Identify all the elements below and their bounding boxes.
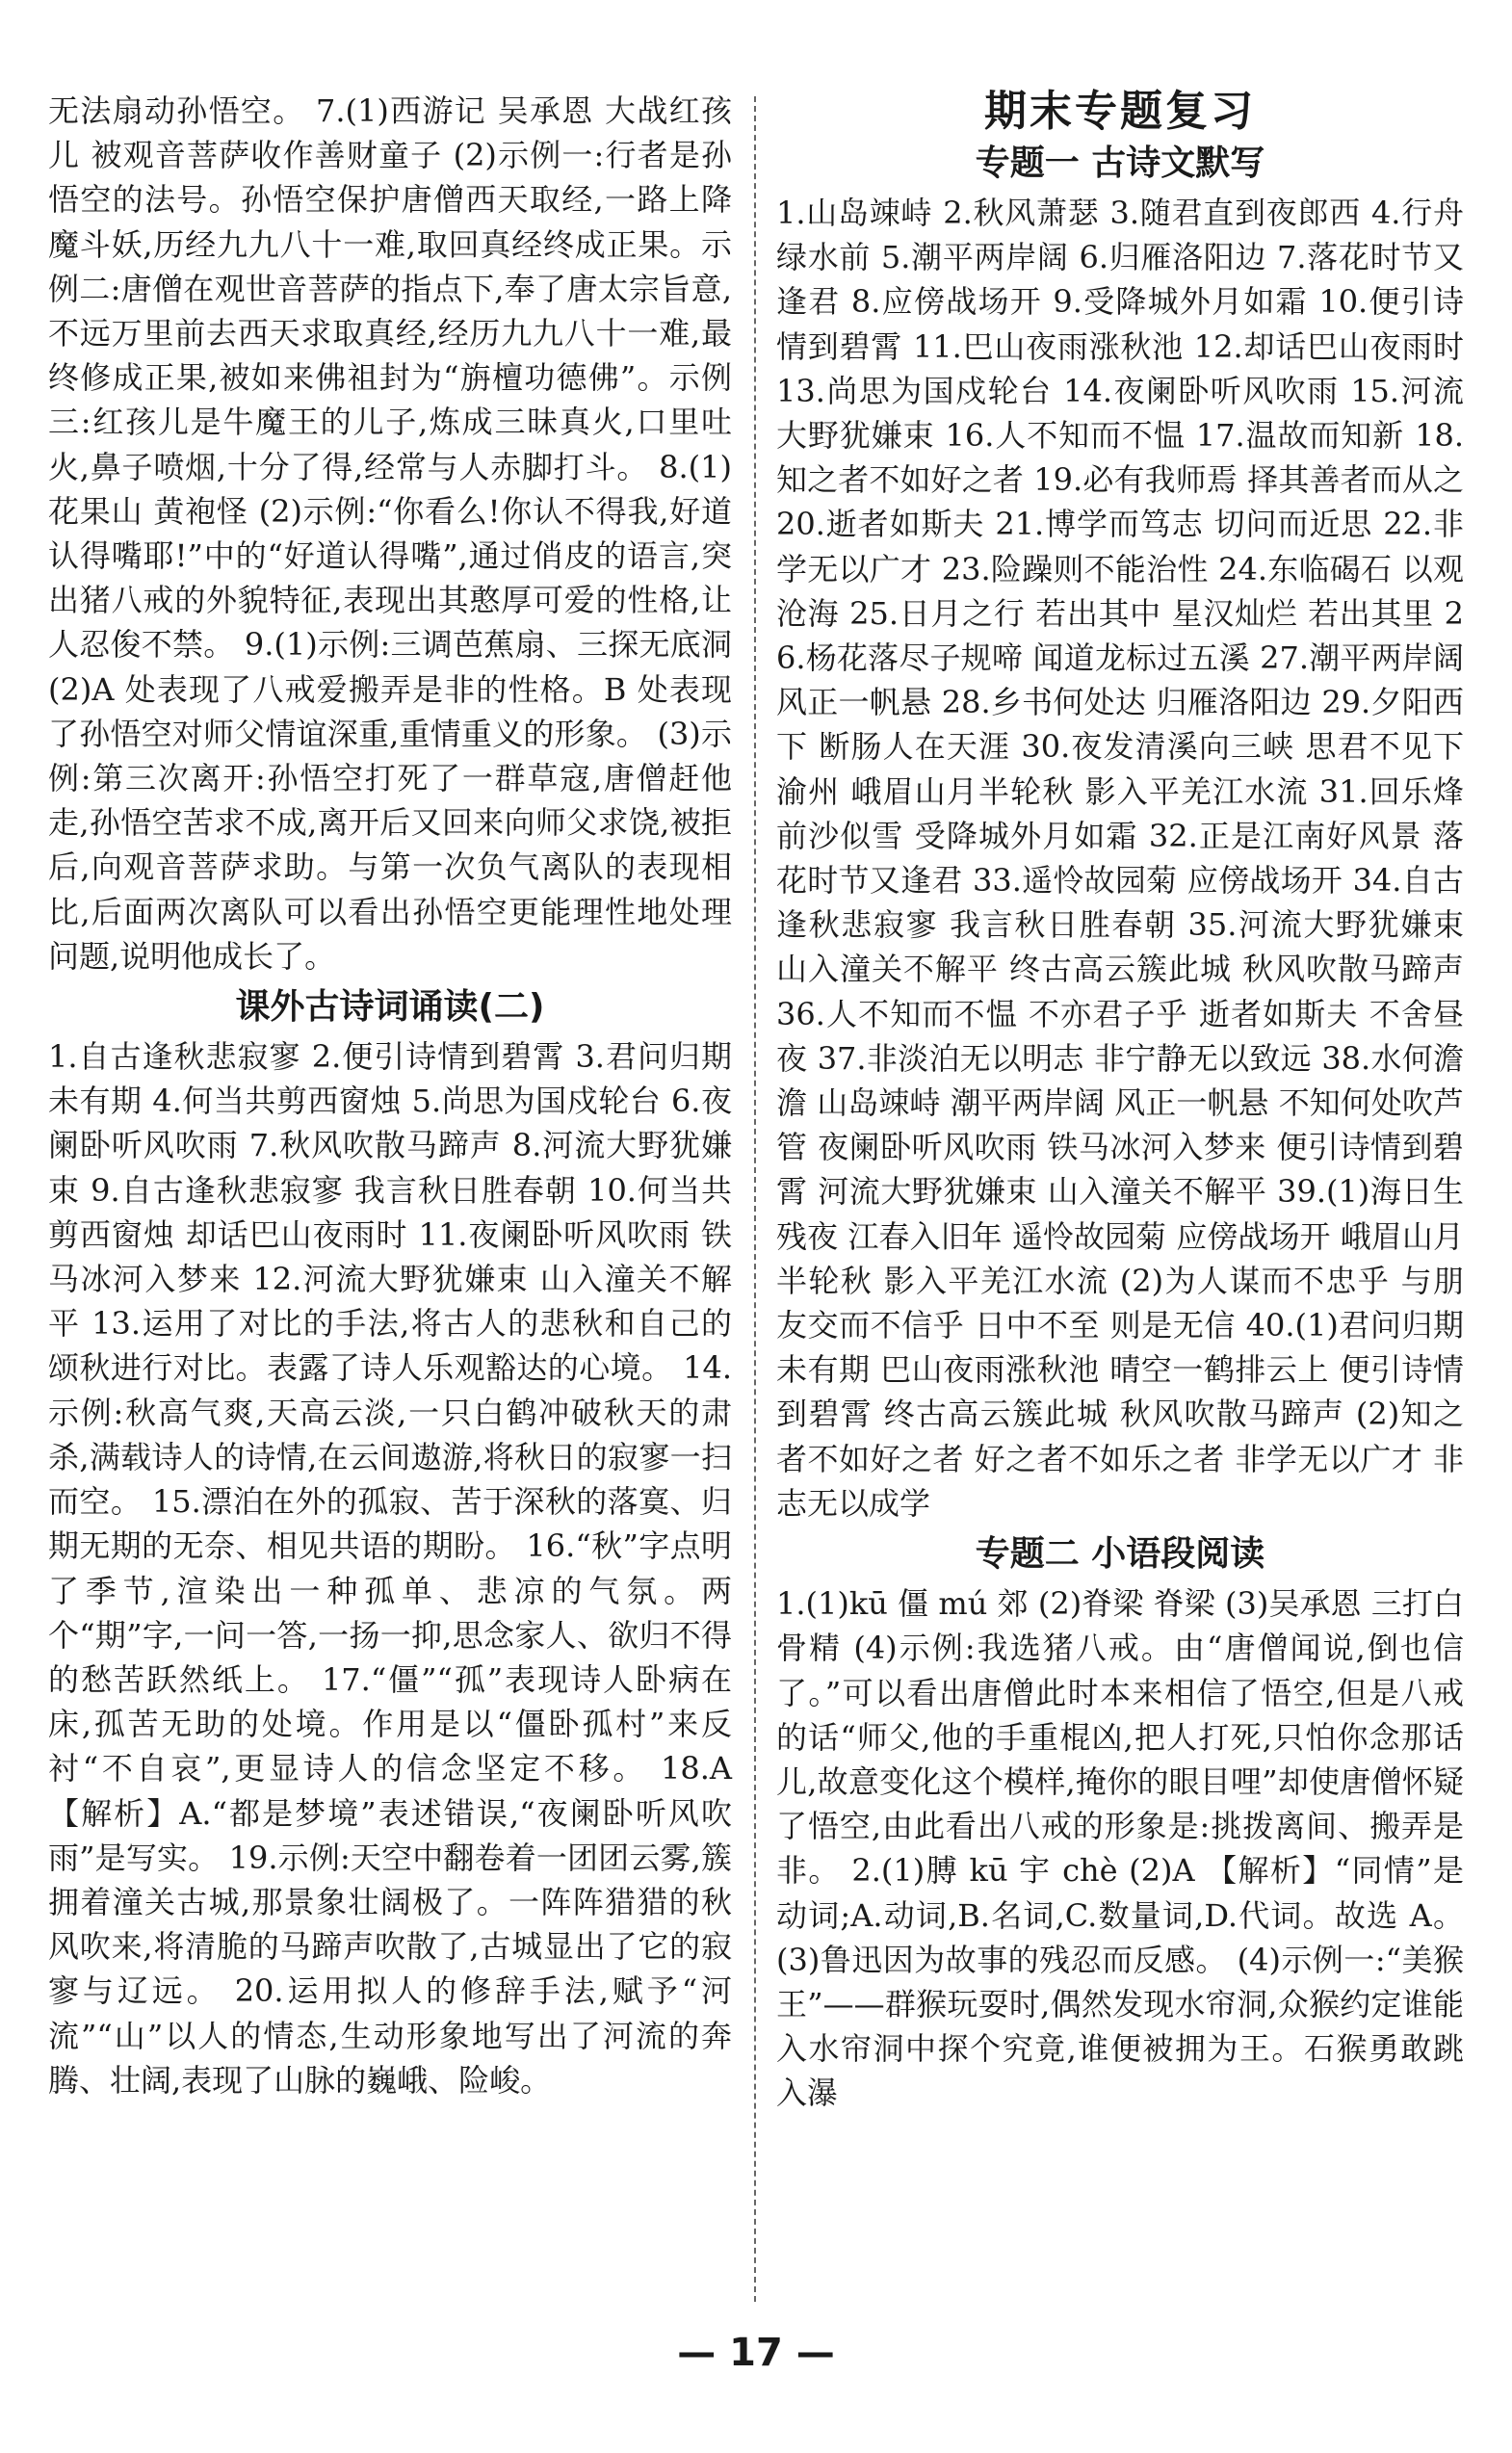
page-main-title: 期末专题复习 (984, 87, 1256, 136)
answer-block-reading: 1.(1)kū 僵 mú 郊 (2)脊梁 脊梁 (3)吴承恩 三打白骨精 (4)示例:我选猪八戒。由“唐僧闻说,倒也信了。”可以看出唐僧此时本来相信了悟空,但是八戒的话“师父,他的手重棍凶,把人打死,只怕你念那话儿,故意变化这个模样,掩你的眼目哩”却使唐僧怀疑了悟空,由此看出八戒的形象是:挑拨离间、搬弄是非。 2.(1)膊 kū 宇 chè (2)A 【解析】“同情”是动词;A.动词,B.名词,C.数量词,D.代词。故选 A。 (3)鲁迅因为故事的残忍而反感。 (4)示例一:“美猴王”——群猴玩耍时,偶然发现水帘洞,众猴约定谁能入水帘洞中探个究竟,谁便被拥为王。石猴勇敢跳入瀑 (776, 1585, 1464, 2112)
column-divider (754, 96, 756, 2302)
section-title-topic-two: 专题二 小语段阅读 (975, 1534, 1265, 1575)
left-column (48, 89, 732, 2102)
page-number: — 17 — (677, 2331, 835, 2375)
answer-block-poems: 1.自古逢秋悲寂寥 2.便引诗情到碧霄 3.君问归期未有期 4.何当共剪西窗烛 5.尚思为国戍轮台 6.夜阑卧听风吹雨 7.秋风吹散马蹄声 8.河流大野犹嫌束 9.自古逢秋悲寂寥 我言秋日胜春朝 10.何当共剪西窗烛 却话巴山夜雨时 11.夜阑卧听风吹雨 铁马冰河入梦来 12.河流大野犹嫌束 山入潼关不解平 13.运用了对比的手法,将古人的悲秋和自己的颂秋进行对比。表露了诗人乐观豁达的心境。 14.示例:秋高气爽,天高云淡,一只白鹤冲破秋天的肃杀,满载诗人的诗情,在云间遨游,将秋日的寂寥一扫而空。 15.漂泊在外的孤寂、苦于深秋的落寞、归期无期的无奈、相见共语的期盼。 16.“秋”字点明了季节,渲染出一种孤单、悲凉的气氛。两个“期”字,一问一答,一扬一抑,思念家人、欲归不得的愁苦跃然纸上。 17.“僵”“孤”表现诗人卧病在床,孤苦无助的处境。作用是以“僵卧孤村”来反衬“不自哀”,更显诗人的信念坚定不移。 18.A 【解析】A.“都是梦境”表述错误,“夜阑卧听风吹雨”是写实。 19.示例:天空中翻卷着一团团云雾,簇拥着潼关古城,那景象壮阔极了。一阵阵猎猎的秋风吹来,将清脆的马蹄声吹散了,古城显出了它的寂寥与辽远。 20.运用拟人的修辞手法,赋予“河流”“山”以人的情态,生动形象地写出了河流的奔腾、壮阔,表现了山脉的巍峨、险峻。 (48, 1038, 732, 2099)
right-column (776, 89, 1464, 2116)
answer-block-xiyouji: 无法扇动孙悟空。 7.(1)西游记 吴承恩 大战红孩儿 被观音菩萨收作善财童子 (2)示例一:行者是孙悟空的法号。孙悟空保护唐僧西天取经,一路上降魔斗妖,历经九九八十一难,取回真经终成正果。示例二:唐僧在观世音菩萨的指点下,奉了唐太宗旨意,不远万里前去西天求取真经,经历九九八十一难,最终修成正果,被如来佛祖封为“旃檀功德佛”。示例三:红孩儿是牛魔王的儿子,炼成三昧真火,口里吐火,鼻子喷烟,十分了得,经常与人赤脚打斗。 8.(1)花果山 黄袍怪 (2)示例:“你看么!你认不得我,好道认得嘴耶!”中的“好道认得嘴”,通过俏皮的语言,突出猪八戒的外貌特征,表现出其憨厚可爱的性格,让人忍俊不禁。 9.(1)示例:三调芭蕉扇、三探无底洞 (2)A 处表现了八戒爱搬弄是非的性格。B 处表现了孙悟空对师父情谊深重,重情重义的形象。 (3)示例:第三次离开:孙悟空打死了一群草寇,唐僧赶他走,孙悟空苦求不成,离开后又回来向师父求饶,被拒后,向观音菩萨求助。与第一次负气离队的表现相比,后面两次离队可以看出孙悟空更能理性地处理问题,说明他成长了。 (48, 92, 732, 975)
section-title-extracurricular-poems: 课外古诗词诵读(二) (235, 987, 545, 1028)
section-title-topic-one: 专题一 古诗文默写 (975, 144, 1265, 183)
answer-block-recitation: 1.山岛竦峙 2.秋风萧瑟 3.随君直到夜郎西 4.行舟绿水前 5.潮平两岸阔 6.归雁洛阳边 7.落花时节又逢君 8.应傍战场开 9.受降城外月如霜 10.便引诗情到碧霄 11.巴山夜雨涨秋池 12.却话巴山夜雨时 13.尚思为国戍轮台 14.夜阑卧听风吹雨 15.河流大野犹嫌束 16.人不知而不愠 17.温故而知新 18.知之者不如好之者 19.必有我师焉 择其善者而从之 20.逝者如斯夫 21.博学而笃志 切问而近思 22.非学无以广才 23.险躁则不能治性 24.东临碣石 以观沧海 25.日月之行 若出其中 星汉灿烂 若出其里 26.杨花落尽子规啼 闻道龙标过五溪 27.潮平两岸阔 风正一帆悬 28.乡书何处达 归雁洛阳边 29.夕阳西下 断肠人在天涯 30.夜发清溪向三峡 思君不见下渝州 峨眉山月半轮秋 影入平羌江水流 31.回乐烽前沙似雪 受降城外月如霜 32.正是江南好风景 落花时节又逢君 33.遥怜故园菊 应傍战场开 34.自古逢秋悲寂寥 我言秋日胜春朝 35.河流大野犹嫌束 山入潼关不解平 终古高云簇此城 秋风吹散马蹄声 36.人不知而不愠 不亦君子乎 逝者如斯夫 不舍昼夜 37.非淡泊无以明志 非宁静无以致远 38.水何澹澹 山岛竦峙 潮平两岸阔 风正一帆悬 不知何处吹芦管 夜阑卧听风吹雨 铁马冰河入梦来 便引诗情到碧霄 河流大野犹嫌束 山入潼关不解平 39.(1)海日生残夜 江春入旧年 遥怜故园菊 应傍战场开 峨眉山月半轮秋 影入平羌江水流 (2)为人谋而不忠乎 与朋友交而不信乎 日中不至 则是无信 40.(1)君问归期未有期 巴山夜雨涨秋池 晴空一鹤排云上 便引诗情到碧霄 终古高云簇此城 秋风吹散马蹄声 (2)知之者不如好之者 好之者不如乐之者 非学无以广才 非志无以成学 (776, 195, 1464, 1522)
